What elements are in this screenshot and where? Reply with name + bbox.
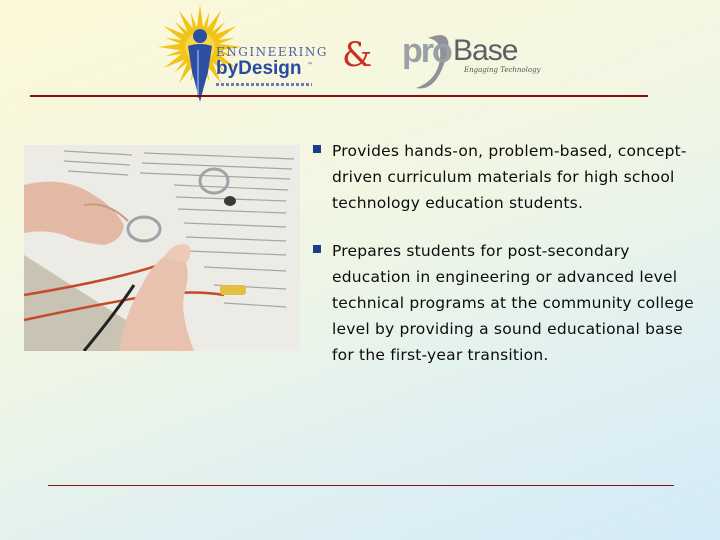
- student-hands-binder-photo: [24, 145, 300, 351]
- list-item: [310, 138, 705, 216]
- bullet-text: Provides hands-on, problem-based, concept-driven curriculum materials for high school technology education students.: [332, 142, 687, 212]
- bullet-square-icon: [313, 145, 321, 153]
- header-divider: [30, 95, 648, 97]
- bullet-square-icon: [313, 245, 321, 253]
- bullet-list: [310, 138, 705, 390]
- logo-engineering-text: ENGINEERING: [216, 45, 328, 59]
- trademark-symbol: ™: [307, 62, 313, 69]
- logo-tagline-dots: [216, 83, 312, 86]
- bullet-text: Prepares students for post-secondary education in engineering or advanced level technical programs at the community college level by providing a sound educational base for the first-year transition.: [332, 242, 694, 364]
- logo-base-text: Base: [453, 34, 518, 67]
- logo-bydesign-text: byDesign: [216, 58, 302, 79]
- logo-pro-text: pro: [402, 32, 451, 70]
- ampersand: &: [342, 35, 373, 75]
- probase-logo: [398, 28, 541, 98]
- logo-tagline: Engaging Technology: [464, 66, 541, 74]
- list-item: [310, 238, 705, 368]
- engineering-bydesign-logo: [158, 2, 328, 107]
- footer-divider: [48, 485, 674, 486]
